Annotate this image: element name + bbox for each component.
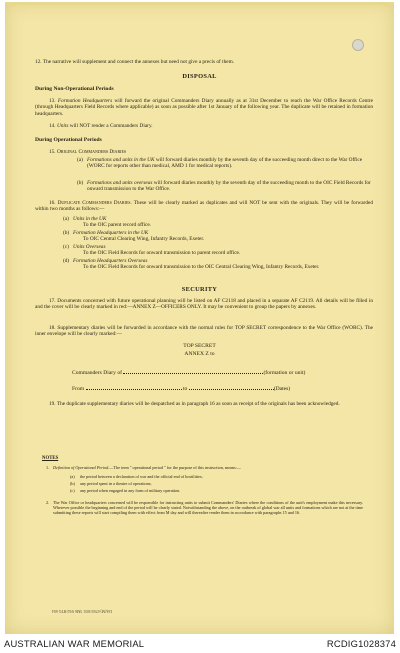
from-date-blank xyxy=(86,384,182,390)
notes-heading: NOTES xyxy=(42,456,59,461)
p15-title: Original Commanders Diaries xyxy=(56,149,127,155)
note-1-text: —The term " operational period " for the purpose of this instruction, means:— xyxy=(109,465,241,470)
p14-text: will NOT render a Commanders Diary. xyxy=(68,123,153,129)
archive-reference-id: RCDIG1028374 xyxy=(326,638,396,649)
p15b-label: (b) xyxy=(77,180,84,186)
list-item-desc: To the OIC Field Records for onward transmission to parent record office. xyxy=(83,250,241,257)
note-1 xyxy=(46,465,363,470)
note-number: 2. xyxy=(46,500,50,505)
distribution-list-item xyxy=(63,216,373,229)
list-item-label: (d) xyxy=(63,258,70,264)
p14-subject: Units xyxy=(56,123,69,129)
paragraph-14 xyxy=(35,123,373,129)
list-item-label: (b) xyxy=(63,230,70,236)
paragraph-18: 18. Supplementary diaries will be forwarded in accordance with the normal rules for TOP SECRET correspondence to the War Office (WORC). The inner envelope will be clearly marked:— xyxy=(35,325,373,338)
distribution-list-item xyxy=(63,244,373,257)
list-item-title: Formation Headquarters Overseas xyxy=(73,258,148,264)
distribution-list-item xyxy=(63,258,373,271)
list-item-desc: To the OIC Field Records for onward transmission to the OIC Central Clearing Wing, Infantry Records, Exeter. xyxy=(83,264,320,271)
p16-text: . These will be clearly marked as duplicates and will NOT be sent with the originals. They will be forwarded within two months as follows:— xyxy=(35,200,373,213)
note-1-item xyxy=(70,488,360,493)
p15b-text: will forward diaries monthly by the seventh day of the succeeding month to the OIC Field Records for onward transmission to the War Office. xyxy=(87,180,371,193)
note-item-label: (a) xyxy=(70,474,75,479)
disposal-heading: DISPOSAL xyxy=(182,73,217,80)
document-page xyxy=(5,2,394,634)
paragraph-17: 17. Documents concerned with future operational planning will be listed on AF C2118 and placed in a separate AF C2119. All details will be filled in and the cover will be clearly marked in red:—ANNEX Z—OFFICERS ONLY. It may be convenient to group the papers by annexes. xyxy=(35,298,373,311)
non-operational-heading: During Non-Operational Periods xyxy=(35,86,114,92)
p16-number: 16. xyxy=(49,200,58,206)
list-item-title: Units Overseas xyxy=(73,244,106,250)
p15a-subject: Formations and units in the UK xyxy=(87,157,155,163)
p15b-subject: Formations and units overseas xyxy=(87,180,153,186)
note-item-label: (b) xyxy=(70,481,75,486)
p16-title: Duplicate Commanders Diaries xyxy=(57,200,131,206)
p15a-text: will forward diaries monthly by the seventh day of the succeeding month direct to the War Office (WORC for reports other than medical, AMD 1 for medical reports). xyxy=(87,157,363,170)
note-number: 1. xyxy=(46,465,50,470)
note-1-title: Definition of Operational Period. xyxy=(53,465,110,470)
formation-or-unit-label: (formation or unit) xyxy=(263,370,306,376)
page-edge xyxy=(5,2,394,5)
p14-number: 14. xyxy=(49,123,57,129)
dates-label: (Dates) xyxy=(273,386,291,392)
printer-imprint: DA(M) 6765/3051 5M6 9/62 HTG 604 xyxy=(52,609,112,613)
p13-number: 13. xyxy=(49,98,58,104)
paragraph-15b xyxy=(77,180,373,193)
annex-z-marking: ANNEX Z to xyxy=(184,351,215,357)
diary-name-blank xyxy=(123,368,263,374)
commanders-diary-label: Commanders Diary of xyxy=(72,370,123,376)
note-1-item xyxy=(70,474,360,479)
list-item-label: (c) xyxy=(63,244,69,250)
list-item-desc: To the OIC parent record office. xyxy=(83,222,152,229)
note-1-item xyxy=(70,481,360,486)
paragraph-12: 12. The narrative will supplement and connect the annexes but need not give a precis of them. xyxy=(35,59,235,65)
note-2 xyxy=(46,500,363,516)
note-item-text: any period when engaged in any form of military operation. xyxy=(80,488,181,493)
p15-number: 15. xyxy=(49,149,57,155)
to-label: to xyxy=(182,386,188,392)
paragraph-16 xyxy=(35,200,373,213)
paragraph-15a xyxy=(77,157,373,170)
note-item-text: the period between a declaration of war and the official end of hostilities; xyxy=(80,474,203,479)
p15a-label: (a) xyxy=(77,157,83,163)
p13-subject: Formation Headquarters xyxy=(57,98,113,104)
paragraph-19: 19. The duplicate supplementary diaries will be despatched as in paragraph 16 as soon as receipt of the originals has been acknowledged. xyxy=(49,401,340,407)
security-heading: SECURITY xyxy=(181,286,218,293)
p13-text: will forward the original Commanders Diary annually as at 31st December to reach the War Office Records Centre (through Headquarters Field Records where applicable) as soon as possible after 1st January of the following year. The duplicate will be retained in formation headquarters. xyxy=(35,98,373,117)
punch-hole xyxy=(352,39,364,51)
list-item-title: Units in the UK xyxy=(73,216,107,222)
note-2-text: The War Office or headquarters concerned will be responsible for instructing units to submit Commanders' Diaries where the conditions of the unit's employment make this necessary. Wherever possible the beginning and end of the period will be clearly stated. Notwithstanding the above, on the outbreak of global war all units and formations which are not at the time submitting these reports will start compiling them with effect from M day and will thereafter render them in accordance with paragraphs 15 and 16. xyxy=(53,500,363,516)
operational-heading: During Operational Periods xyxy=(35,137,102,143)
note-item-label: (c) xyxy=(70,488,75,493)
paragraph-13 xyxy=(35,98,373,117)
list-item-desc: To OIC Central Clearing Wing, Infantry Records, Exeter. xyxy=(83,236,205,243)
dates-line xyxy=(72,384,290,392)
commanders-diary-line xyxy=(72,368,305,376)
archive-credit: AUSTRALIAN WAR MEMORIAL xyxy=(4,638,145,649)
from-label: From xyxy=(72,386,85,392)
to-date-blank xyxy=(189,384,274,390)
list-item-label: (a) xyxy=(63,216,69,222)
list-item-title: Formation Headquarters in the UK xyxy=(73,230,149,236)
top-secret-marking: TOP SECRET xyxy=(183,343,216,349)
paragraph-15 xyxy=(35,149,373,155)
distribution-list-item xyxy=(63,230,373,243)
note-item-text: any period spent in a theatre of operations; xyxy=(80,481,152,486)
